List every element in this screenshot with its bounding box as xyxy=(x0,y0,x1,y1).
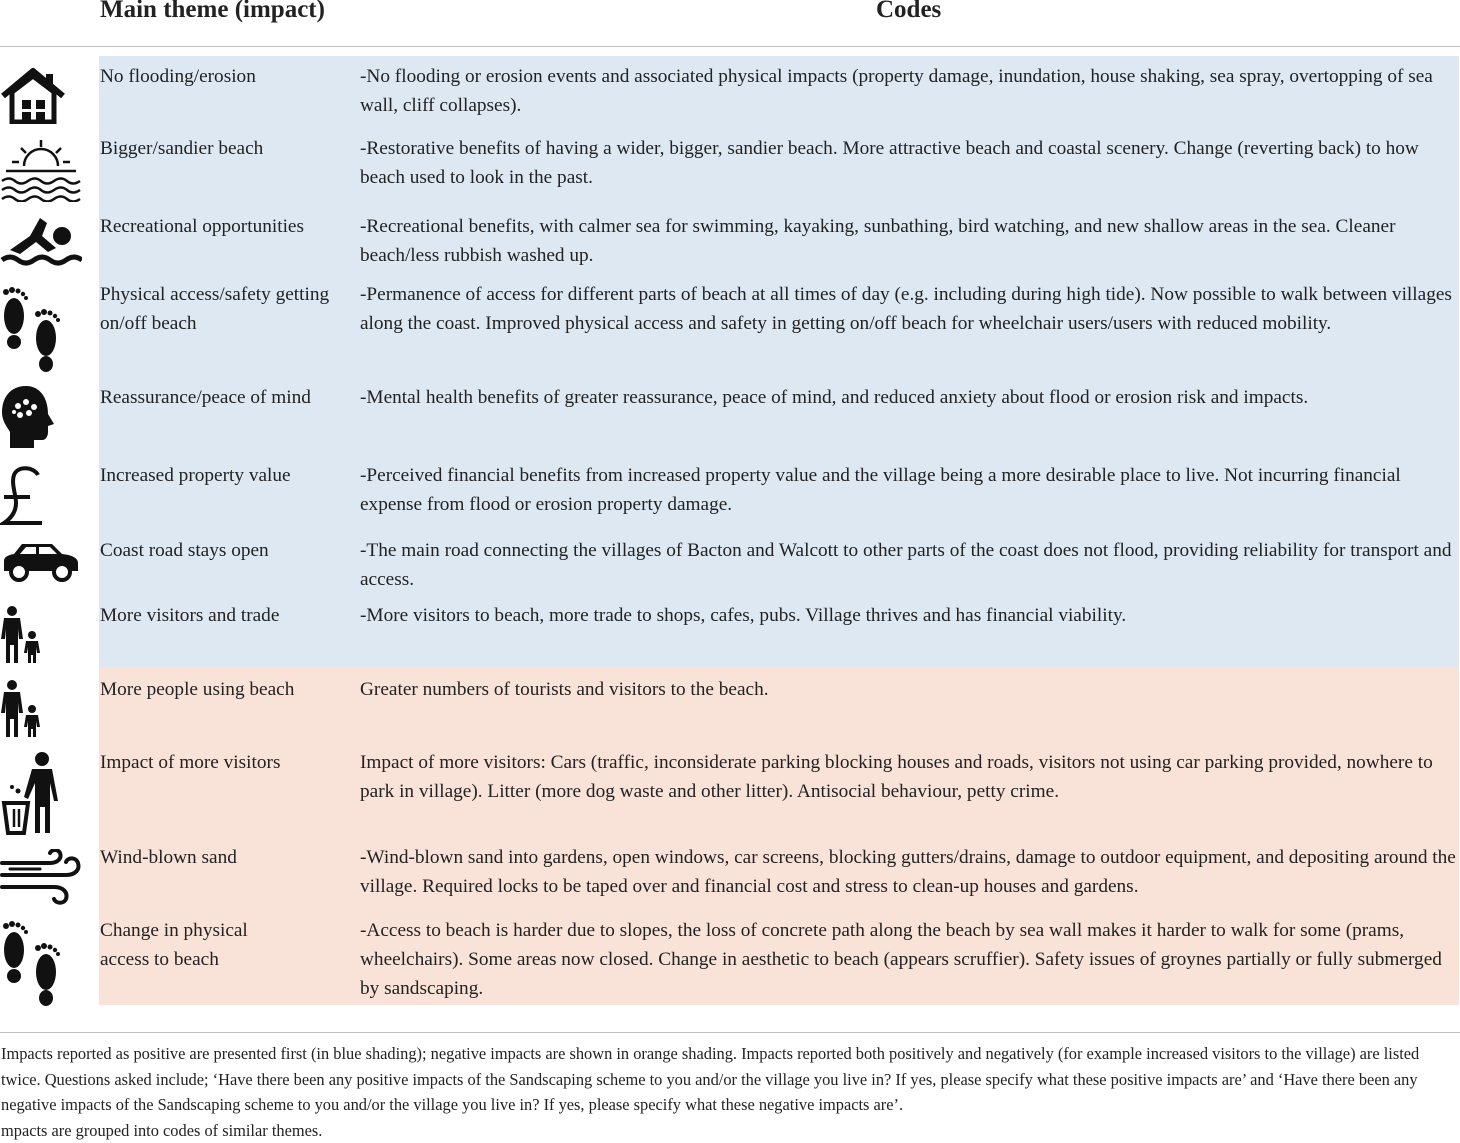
table-row xyxy=(0,531,1460,599)
theme-label: Recreational opportunities xyxy=(100,216,304,237)
table-row xyxy=(0,667,1460,741)
code-text: -The main road connecting the villages of Bacton and Walcott to other parts of the coast does not flood, providing reliability for transport and access. xyxy=(360,540,1452,590)
codes-column-header: Codes xyxy=(876,0,942,23)
table-row xyxy=(0,837,1460,910)
code-text: -More visitors to beach, more trade to shops, cafes, pubs. Village thrives and has financial viability. xyxy=(360,605,1127,626)
code-text: -Recreational benefits, with calmer sea for swimming, kayaking, sunbathing, bird watching, and new shallow areas in the sea. Cleaner beach/less rubbish washed up. xyxy=(360,216,1396,266)
swimmer-icon xyxy=(0,214,84,272)
theme-label: More visitors and trade xyxy=(100,605,280,626)
code-text: Impact of more visitors: Cars (traffic, inconsiderate parking blocking houses and roads, visitors not using car parking provided, nowhere to park in village). Litter (more dog waste and other litter). Antisocial behaviour, petty crime. xyxy=(360,752,1433,802)
theme-label: More people using beach xyxy=(100,679,295,700)
sunset-over-water-icon xyxy=(0,138,84,202)
theme-label: Wind-blown sand xyxy=(100,847,237,868)
code-text: -Wind-blown sand into gardens, open windows, car screens, blocking gutters/drains, damage to outdoor equipment, and depositing around the village. Required locks to be taped over and financial cost and stress to clean-up houses and gardens. xyxy=(360,847,1456,897)
footnote-text: mpacts are grouped into codes of similar themes. xyxy=(1,1120,323,1140)
theme-label: Physical access/safety getting on/off beach xyxy=(100,284,330,334)
car-icon xyxy=(0,541,84,583)
table-row xyxy=(0,278,1460,378)
footprints-icon xyxy=(0,920,84,1008)
code-text: -Access to beach is harder due to slopes, the loss of concrete path along the beach by sea wall makes it harder to walk for some (prams, wheelchairs). Some areas now closed. Change in aesthetic to beach (appears scruffier). Safety issues of groynes partially or fully submerged by sandscaping. xyxy=(360,920,1442,999)
table-row xyxy=(0,128,1460,206)
code-text: -No flooding or erosion events and associated physical impacts (property damage, inundation, house shaking, sea spray, overtopping of sea wall, cliff collapses). xyxy=(360,66,1433,116)
theme-label: Bigger/sandier beach xyxy=(100,138,264,159)
table-row xyxy=(0,741,1460,837)
main-theme-column-header: Main theme (impact) xyxy=(100,0,325,23)
theme-label: No flooding/erosion xyxy=(100,66,256,87)
table-row xyxy=(0,455,1460,531)
table-header xyxy=(0,0,1460,47)
house-icon xyxy=(0,68,84,124)
litter-bin-person-icon xyxy=(0,751,84,835)
table-row xyxy=(0,206,1460,278)
footprints-icon xyxy=(0,286,84,374)
table-row xyxy=(0,910,1460,1005)
code-text: Greater numbers of tourists and visitors to the beach. xyxy=(360,679,769,700)
code-text: -Perceived financial benefits from increased property value and the village being a more desirable place to live. Not incurring financial expense from flood or erosion property damage. xyxy=(360,465,1401,515)
code-text: -Restorative benefits of having a wider, bigger, sandier beach. More attractive beach and coastal scenery. Change (reverting back) to how beach used to look in the past. xyxy=(360,138,1419,188)
code-text: -Mental health benefits of greater reassurance, peace of mind, and reduced anxiety about flood or erosion risk and impacts. xyxy=(360,387,1309,408)
wind-icon xyxy=(0,849,84,905)
theme-label: Reassurance/peace of mind xyxy=(100,387,311,408)
pound-sign-icon xyxy=(0,465,84,527)
table-row xyxy=(0,599,1460,667)
theme-label: Change in physical access to beach xyxy=(100,920,248,970)
code-text: -Permanence of access for different parts of beach at all times of day (e.g. including during high tide). Now possible to walk between villages along the coast. Improved physical access and safety in getting on/off beach for wheelchair users/users with reduced mobility. xyxy=(360,284,1452,334)
table-footnote xyxy=(1,1041,1459,1143)
table-footer-divider xyxy=(0,1032,1460,1033)
adult-and-child-icon xyxy=(0,605,84,665)
theme-label: Coast road stays open xyxy=(100,540,269,561)
head-brain-icon xyxy=(0,384,84,450)
theme-label: Increased property value xyxy=(100,465,291,486)
footnote-text: Impacts reported as positive are presented first (in blue shading); negative impacts are shown in orange shading. Impacts reported both positively and negatively (for example increased visitors to the village) are listed twice. Questions asked include; ‘Have there been any positive impacts of the Sandscaping scheme to you and/or the village you live in? If yes, please specify what these positive impacts are’ and ‘Have there been any negative impacts of the Sandscaping scheme to you and/or the village you live in? If yes, please specify what these negative impacts are’. xyxy=(1,1044,1420,1114)
adult-and-child-icon xyxy=(0,679,84,739)
theme-label: Impact of more visitors xyxy=(100,752,281,773)
table-row xyxy=(0,378,1460,455)
table-row xyxy=(0,56,1460,128)
